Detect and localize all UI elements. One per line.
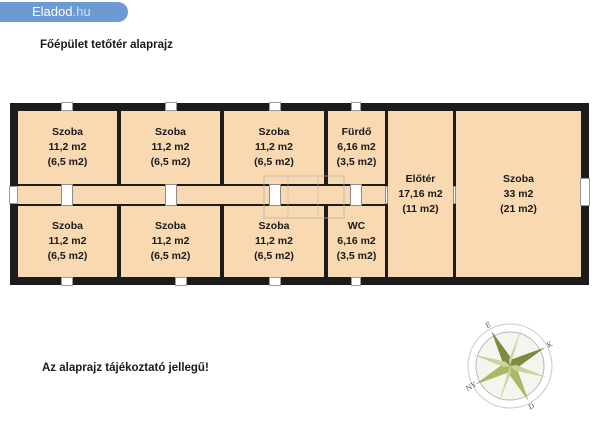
room-area: 17,16 m2	[398, 187, 443, 200]
window-bottom-3	[269, 277, 281, 286]
brand-suffix: .hu	[72, 4, 91, 19]
room-area-secondary: (6,5 m2)	[47, 156, 88, 168]
room-name: Szoba	[503, 172, 534, 185]
window-top-3	[269, 102, 281, 111]
room-area-secondary: (3,5 m2)	[336, 250, 377, 262]
room-area: 11,2 m2	[151, 141, 190, 153]
compass-rose	[462, 318, 558, 414]
room-szoba-large	[456, 111, 581, 277]
room-szoba-5	[121, 206, 220, 277]
window-top-4	[351, 102, 361, 111]
room-szoba-1	[18, 111, 117, 184]
room-area: 11,2 m2	[151, 235, 190, 247]
room-name: Szoba	[258, 126, 290, 138]
room-area-secondary: (6,5 m2)	[254, 156, 294, 168]
window-top-2	[165, 102, 177, 111]
room-area-secondary: (11 m2)	[402, 202, 439, 215]
brand-name: Eladod	[32, 4, 73, 19]
compass-letter-e: K	[545, 340, 554, 350]
room-area: 11,2 m2	[255, 141, 293, 153]
room-name: Szoba	[52, 126, 83, 138]
room-name: Szoba	[155, 126, 186, 138]
room-name: Szoba	[258, 220, 290, 232]
plan-title: Főépület tetőtér alaprajz	[40, 39, 173, 51]
room-area: 6,16 m2	[337, 235, 376, 247]
room-area: 11,2 m2	[255, 235, 293, 247]
room-area-secondary: (3,5 m2)	[336, 156, 377, 168]
room-area: 33 m2	[503, 187, 534, 200]
disclaimer-text: Az alaprajz tájékoztató jellegű!	[42, 362, 209, 374]
window-left	[9, 186, 18, 204]
compass-letter-s: D	[527, 401, 536, 412]
room-name: Előtér	[405, 172, 436, 185]
room-area: 6,16 m2	[337, 141, 376, 153]
room-name: Szoba	[155, 220, 186, 232]
room-area-secondary: (6,5 m2)	[254, 250, 294, 262]
room-area-secondary: (6,5 m2)	[47, 250, 88, 262]
watermark-graphic	[258, 172, 350, 222]
door-2	[165, 184, 177, 206]
outer-wall-bottom	[10, 277, 589, 285]
compass-letter-w: NY	[464, 380, 478, 393]
compass-letter-n: É	[484, 320, 493, 331]
room-area-secondary: (6,5 m2)	[150, 250, 191, 262]
room-area-secondary: (21 m2)	[500, 202, 537, 215]
door-szoba-large	[453, 186, 456, 204]
window-bottom-4	[351, 277, 361, 286]
room-area-secondary: (6,5 m2)	[150, 156, 191, 168]
room-area: 11,2 m2	[48, 235, 87, 247]
room-szoba-2	[121, 111, 220, 184]
door-eloter	[385, 186, 388, 204]
room-area: 11,2 m2	[48, 141, 87, 153]
window-bottom-1	[61, 277, 73, 286]
room-eloter	[388, 111, 453, 277]
window-top-1	[61, 102, 73, 111]
window-right	[580, 178, 590, 206]
outer-wall-top	[10, 103, 589, 111]
room-name: Fürdő	[341, 126, 372, 138]
window-bottom-2	[175, 277, 187, 286]
door-4	[350, 184, 362, 206]
room-szoba-4	[18, 206, 117, 277]
room-name: Szoba	[52, 220, 83, 232]
room-name: WC	[347, 220, 366, 232]
door-1	[61, 184, 73, 206]
